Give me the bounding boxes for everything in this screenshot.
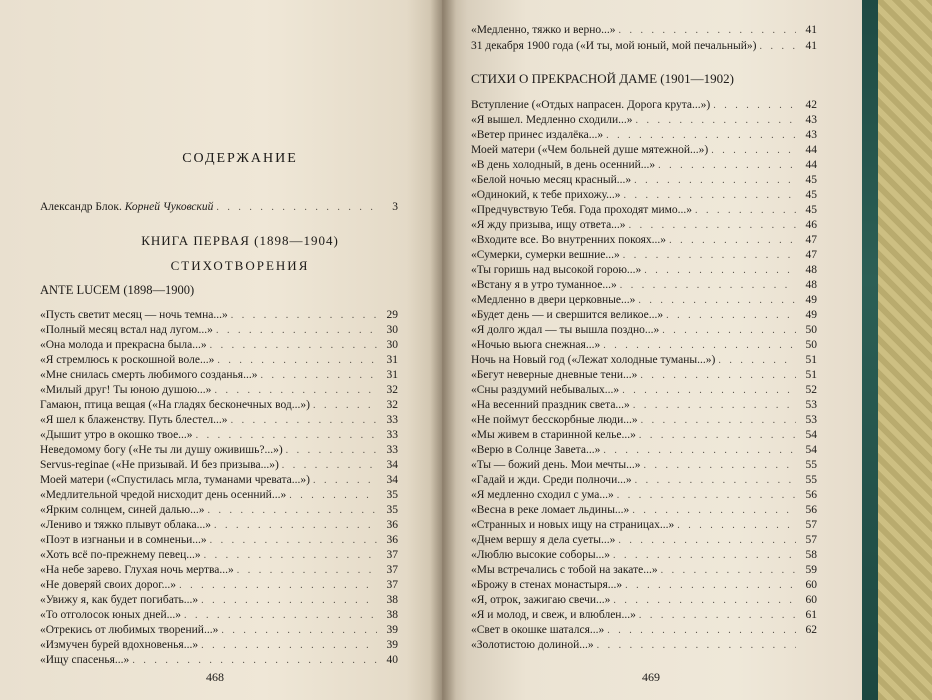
list-item: «Сумерки, сумерки вешние...» . . . 47 [471, 249, 817, 262]
list-item: «Свет в окошке шатался...» . . . 62 [471, 624, 817, 637]
list-item: Моей матери («Чем больней душе мятежной...») . . . 44 [471, 144, 817, 157]
list-item: «Предчувствую Тебя. Года проходят мимо...» . . . 45 [471, 204, 817, 217]
list-item: «Я стремлюсь к роскошной воле...» . . . 31 [40, 354, 398, 367]
list-item: «Встану я в утро туманное...» . . . 48 [471, 279, 817, 292]
intro-page: 3 [392, 201, 398, 213]
list-item: «Ночью вьюга снежная...» . . . 50 [471, 339, 817, 352]
part-title: СТИХОТВОРЕНИЯ [170, 258, 310, 273]
list-item: «Странных и новых ищу на страницах...» . . . 57 [471, 519, 817, 532]
section-title-prekrasnaya-dama: СТИХИ О ПРЕКРАСНОЙ ДАМЕ (1901—1902) [471, 71, 734, 86]
list-item: «На небе зарево. Глухая ночь мертва...» . . . 37 [40, 564, 398, 577]
list-item: «Бегут неверные дневные тени...» . . . 51 [471, 369, 817, 382]
spine-strip [862, 0, 878, 700]
intro-by: Корней Чуковский [124, 201, 214, 213]
list-item: «Мне снилась смерть любимого созданья...» . . . 31 [40, 369, 398, 382]
list-item: «Медленно, тяжко и верно...» . . . 41 [471, 24, 817, 37]
list-item: «Весна в реке ломает льдины...» . . . 56 [471, 504, 817, 517]
list-item: «Милый друг! Ты юною душою...» . . . 32 [40, 384, 398, 397]
list-item: «Медлительной чредой нисходит день осенний...» . . . 35 [40, 489, 398, 502]
list-item: Гамаюн, птица вещая («На гладях бесконечных вод...») . . . 32 [40, 399, 398, 412]
list-item: «В день холодный, в день осенний...» . . . 44 [471, 159, 817, 172]
list-item: «Золотистою долиной...» . . . [471, 639, 817, 652]
list-item: «То отголосок юных дней...» . . . 38 [40, 609, 398, 622]
list-item: «Измучен бурей вдохновенья...» . . . 39 [40, 639, 398, 652]
list-item: «На весенний праздник света...» . . . 53 [471, 399, 817, 412]
list-item: «Мы живем в старинной келье...» . . . 54 [471, 429, 817, 442]
list-item: «Ветер принес издалёка...» . . . 43 [471, 129, 817, 142]
section-title-ante-lucem: ANTE LUCEM (1898—1900) [40, 283, 195, 297]
list-item: «Я медленно сходил с ума...» . . . 56 [471, 489, 817, 502]
list-item: Моей матери («Спустилась мгла, туманами чревата...») . . . 34 [40, 474, 398, 487]
list-item: «Гадай и жди. Среди полночи...» . . . 55 [471, 474, 817, 487]
intro-author: Александр Блок. [40, 201, 122, 213]
list-item: «Медленно в двери церковные...» . . . 49 [471, 294, 817, 307]
list-item: «Лениво и тяжко плывут облака...» . . . 36 [40, 519, 398, 532]
list-item: «Белой ночью месяц красный...» . . . 45 [471, 174, 817, 187]
list-item: Servus-reginae («Не призывай. И без призыва...») . . . 34 [40, 459, 398, 472]
list-item: «Люблю высокие соборы...» . . . 58 [471, 549, 817, 562]
list-item: «Будет день — и свершится великое...» . . . 49 [471, 309, 817, 322]
list-item: «Брожу в стенах монастыря...» . . . 60 [471, 579, 817, 592]
list-item: «Я жду призыва, ищу ответа...» . . . 46 [471, 219, 817, 232]
list-item: «Поэт в изгнаньи и в сомненьи...» . . . 36 [40, 534, 398, 547]
list-item: «Не доверяй своих дорог...» . . . 37 [40, 579, 398, 592]
book-title: КНИГА ПЕРВАЯ (1898—1904) [141, 233, 339, 248]
list-item: «Я вышел. Медленно сходили...» . . . 43 [471, 114, 817, 127]
list-item: 31 декабря 1900 года («И ты, мой юный, мой печальный») . . . 41 [471, 40, 817, 53]
intro-entry [40, 201, 398, 214]
list-item: «Ты — божий день. Мои мечты...» . . . 55 [471, 459, 817, 472]
list-item: «Пусть светит месяц — ночь темна...» . . . 29 [40, 309, 398, 322]
page-number-left: 468 [206, 670, 224, 684]
list-item: «Не поймут бесскорбные люди...» . . . 53 [471, 414, 817, 427]
book-gutter [430, 0, 456, 700]
list-item: «Дышит утро в окошко твое...» . . . 33 [40, 429, 398, 442]
list-item: «Ищу спасенья...» . . . 40 [40, 654, 398, 667]
list-item: «Днем вершу я дела суеты...» . . . 57 [471, 534, 817, 547]
list-item: «Входите все. Во внутренних покоях...» . . . 47 [471, 234, 817, 247]
list-item: «Мы встречались с тобой на закате...» . . . 59 [471, 564, 817, 577]
list-item: «Я шел к блаженству. Путь блестел...» . . . 33 [40, 414, 398, 427]
list-item: «Ты горишь над высокой горою...» . . . 48 [471, 264, 817, 277]
list-item: «Одинокий, к тебе прихожу...» . . . 45 [471, 189, 817, 202]
list-item: «Она молода и прекрасна была...» . . . 30 [40, 339, 398, 352]
list-item: «Сны раздумий небывалых...» . . . 52 [471, 384, 817, 397]
list-item: «Отрекись от любимых творений...» . . . 39 [40, 624, 398, 637]
contents-heading: СОДЕРЖАНИЕ [182, 151, 298, 166]
list-item: Вступление («Отдых напрасен. Дорога крута...») . . . 42 [471, 99, 817, 112]
list-item: «Я, отрок, зажигаю свечи...» . . . 60 [471, 594, 817, 607]
list-item: «Я и молод, и свеж, и влюблен...» . . . 61 [471, 609, 817, 622]
list-item: «Хоть всё по-прежнему певец...» . . . 37 [40, 549, 398, 562]
list-item: «Я долго ждал — ты вышла поздно...» . . . 50 [471, 324, 817, 337]
list-item: «Увижу я, как будет погибать...» . . . 38 [40, 594, 398, 607]
list-item: «Верю в Солнце Завета...» . . . 54 [471, 444, 817, 457]
list-item: Ночь на Новый год («Лежат холодные туманы...») . . . 51 [471, 354, 817, 367]
list-item: «Полный месяц встал над лугом...» . . . 30 [40, 324, 398, 337]
list-item: Неведомому богу («Не ты ли душу оживишь?...») . . . 33 [40, 444, 398, 457]
list-item: «Ярким солнцем, синей далью...» . . . 35 [40, 504, 398, 517]
page-number-right: 469 [642, 670, 660, 684]
